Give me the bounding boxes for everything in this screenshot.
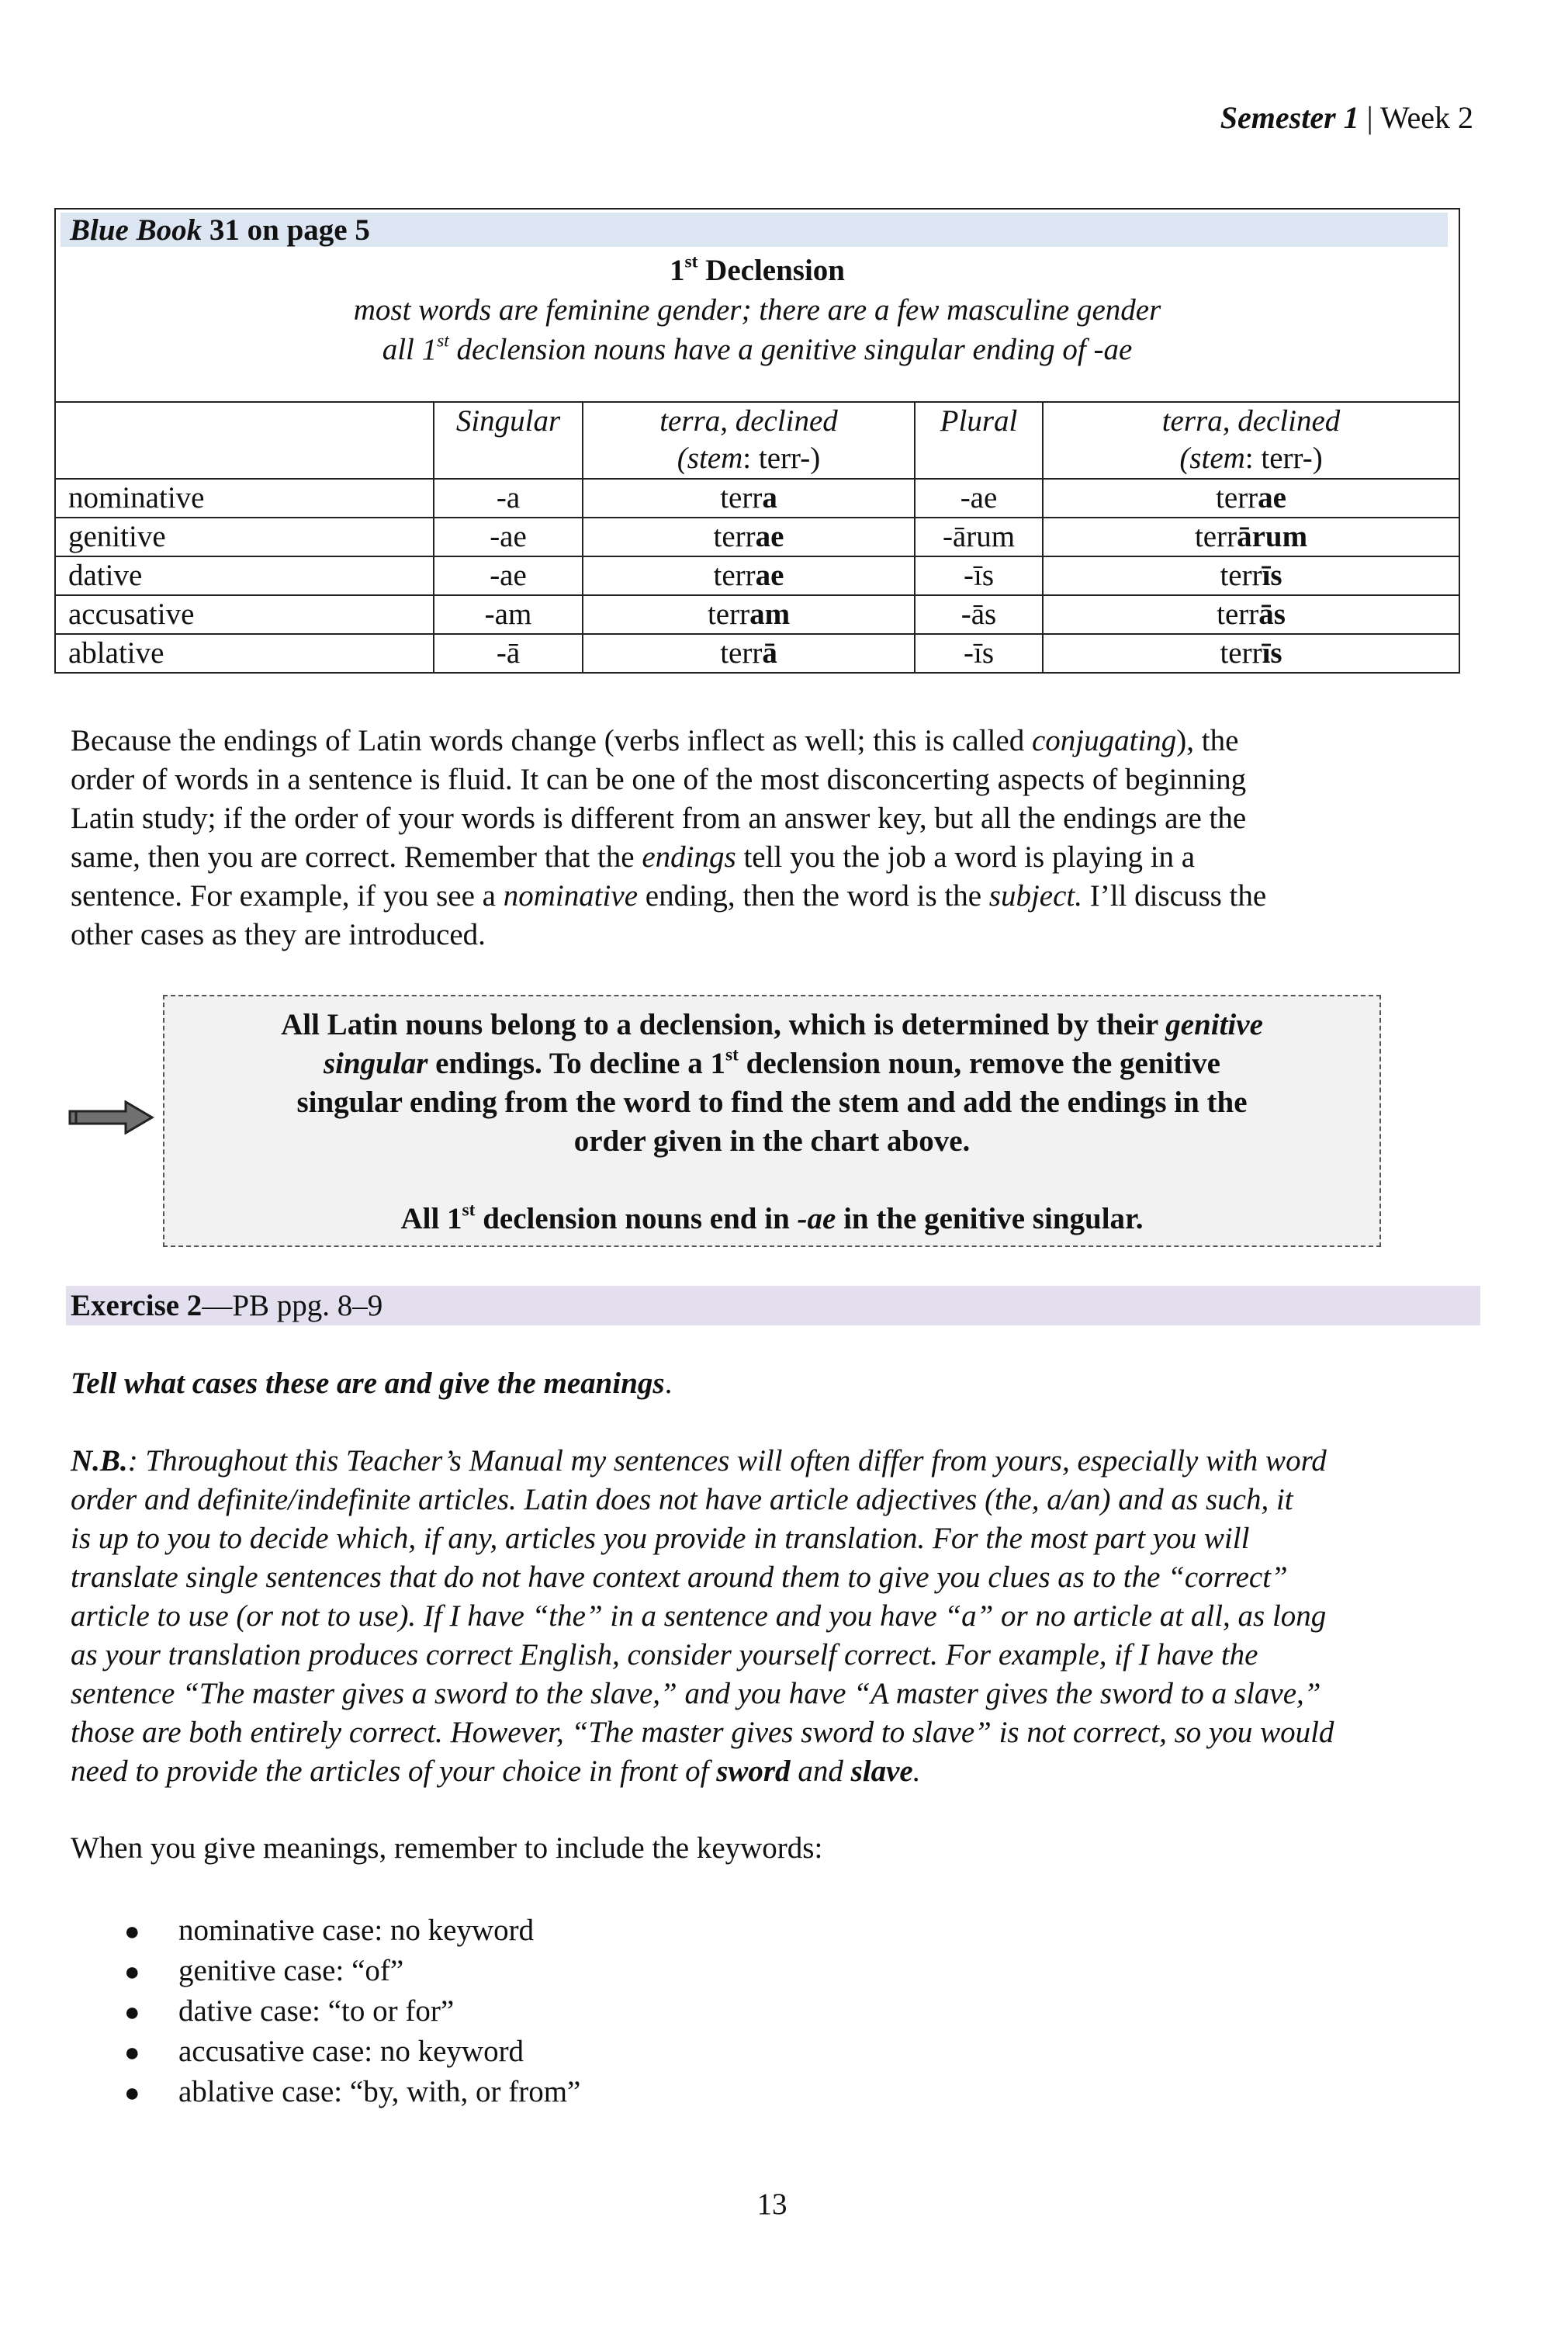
text-segment: sentence. For example, if you see a: [71, 879, 504, 913]
ending: īs: [1262, 636, 1282, 670]
text-segment: same, then you are correct. Remember that the: [71, 840, 642, 874]
note-b: declension nouns have a genitive singular ending of -ae: [448, 333, 1133, 366]
text-segment: conjugating: [1031, 724, 1177, 757]
text-segment: endings: [642, 840, 736, 874]
text-line: [71, 799, 1266, 838]
text-segment: Because the endings of Latin words change (verbs inflect as well; this is called: [71, 724, 1032, 757]
table-row: [55, 518, 1459, 556]
text-segment: singular ending from the word to find the stem and add the endings in the: [296, 1086, 1248, 1119]
hdr-line2a: (stem: [677, 442, 743, 475]
list-item-text: accusative case: no keyword: [178, 2035, 524, 2068]
text-line: [71, 1752, 1334, 1791]
text-line: [164, 1200, 1379, 1238]
list-item: [124, 1951, 580, 1991]
text-segment: order of words in a sentence is fluid. It can be one of the most disconcerting aspects of beginning: [71, 763, 1247, 796]
plural-ending: -ās: [915, 595, 1043, 634]
hdr-line2b: : terr-): [742, 442, 821, 475]
callout-box: [163, 995, 1381, 1247]
text-segment: All 1: [400, 1202, 462, 1235]
list-item: [124, 2072, 580, 2112]
hdr-line1: terra, declined: [1161, 404, 1341, 438]
hdr-line2b: : terr-): [1244, 442, 1323, 475]
case-name: ablative: [55, 634, 434, 673]
title-text: Declension: [697, 254, 845, 287]
text-segment: order and definite/indefinite articles. Latin does not have article adjectives (the, a/an) and as such, it: [71, 1483, 1293, 1516]
text-segment: those are both entirely correct. However, “The master gives sword to slave” is not correct, so you would: [71, 1716, 1334, 1749]
case-name: genitive: [55, 518, 434, 556]
text-line: [164, 1083, 1379, 1122]
text-segment: st: [462, 1200, 476, 1221]
plural-form: [1043, 518, 1459, 556]
singular-ending: -a: [434, 479, 583, 518]
text-line: [164, 1044, 1379, 1083]
ending: am: [749, 598, 791, 631]
text-segment: st: [725, 1044, 739, 1065]
text-line: [71, 916, 1266, 954]
stem: terr: [713, 520, 756, 553]
text-segment: slave: [850, 1755, 913, 1788]
hdr-line1: terra, declined: [659, 404, 838, 438]
text-line: [71, 1481, 1334, 1519]
text-segment: All Latin nouns belong to a declension, which is determined by their: [281, 1008, 1166, 1041]
exercise-title: Exercise 2: [71, 1289, 202, 1322]
stem: terr: [1217, 598, 1259, 631]
text-line: [71, 838, 1266, 877]
text-segment: and: [790, 1755, 851, 1788]
text-line: [71, 760, 1266, 799]
stem: terr: [720, 481, 763, 514]
reference-page: 31 on page 5: [202, 213, 370, 247]
text-segment: endings. To decline a 1: [427, 1047, 725, 1080]
keywords-intro: When you give meanings, remember to include the keywords:: [71, 1831, 823, 1865]
ending: ā: [762, 636, 777, 670]
plural-form: [1043, 479, 1459, 518]
plural-ending: -īs: [915, 634, 1043, 673]
text-segment: genitive: [1165, 1008, 1263, 1041]
ending: ae: [1258, 481, 1286, 514]
week-label: Week 2: [1379, 100, 1473, 135]
text-segment: order given in the chart above.: [573, 1124, 971, 1158]
text-segment: subject.: [988, 879, 1082, 913]
plural-ending: -īs: [915, 556, 1043, 595]
text-segment: nominative: [503, 879, 639, 913]
plural-ending: -ae: [915, 479, 1043, 518]
text-line: [71, 877, 1266, 916]
stem: terr: [1220, 636, 1262, 670]
title-sup: st: [684, 251, 698, 272]
table-row: [55, 595, 1459, 634]
text-segment: sword: [716, 1755, 791, 1788]
table-row: [55, 634, 1459, 673]
text-line: [71, 1442, 1334, 1481]
text-segment: translate single sentences that do not have context around them to give you clues as to the “correct”: [71, 1561, 1288, 1594]
separator: |: [1359, 100, 1380, 135]
text-segment: singular: [323, 1047, 428, 1080]
singular-form: [583, 479, 915, 518]
bullet-icon: ●: [124, 1998, 140, 2027]
stem: terr: [1194, 520, 1237, 553]
text-line: [164, 1122, 1379, 1161]
singular-ending: -am: [434, 595, 583, 634]
list-item-text: dative case: “to or for”: [178, 1994, 455, 2028]
col-header-plural: Plural: [915, 402, 1043, 479]
keyword-list: [124, 1911, 580, 2112]
text-segment: need to provide the articles of your choice in front of: [71, 1755, 717, 1788]
stem: terr: [720, 636, 763, 670]
ending: ae: [755, 559, 784, 592]
singular-ending: -ae: [434, 556, 583, 595]
ending: īs: [1262, 559, 1282, 592]
ending: a: [762, 481, 777, 514]
stem: terr: [707, 598, 750, 631]
case-name: nominative: [55, 479, 434, 518]
running-head: [1220, 99, 1473, 136]
table-header-cell: [55, 209, 1459, 402]
text-segment: Latin study; if the order of your words is different from an answer key, but all the endings are the: [71, 802, 1247, 835]
table-row: [55, 556, 1459, 595]
hdr-line2a: (stem: [1179, 442, 1245, 475]
text-line: [164, 1161, 1379, 1200]
text-segment: .: [664, 1367, 673, 1400]
ending: ās: [1258, 598, 1286, 631]
list-item: [124, 2032, 580, 2072]
ending: ae: [755, 520, 784, 553]
exercise-pages: —PB ppg. 8–9: [202, 1289, 383, 1322]
text-line: [71, 1597, 1334, 1636]
ending: ārum: [1237, 520, 1308, 553]
text-segment: other cases as they are introduced.: [71, 918, 486, 951]
bullet-icon: ●: [124, 1917, 140, 1946]
singular-ending: -ā: [434, 634, 583, 673]
text-segment: I’ll discuss the: [1082, 879, 1267, 913]
text-segment: article to use (or not to use). If I have “the” in a sentence and you have “a” or no article at all, as long: [71, 1599, 1327, 1633]
text-segment: ), the: [1176, 724, 1239, 757]
text-segment: N.B.: [71, 1444, 128, 1478]
text-line: [164, 1006, 1379, 1044]
callout-text: [164, 1006, 1379, 1238]
reference-book: Blue Book: [70, 213, 202, 247]
stem: terr: [713, 559, 756, 592]
page-number: 13: [756, 2188, 787, 2221]
text-segment: tell you the job a word is playing in a: [736, 840, 1196, 874]
text-line: [71, 722, 1266, 760]
singular-form: [583, 634, 915, 673]
declension-table: [54, 208, 1460, 674]
stem: terr: [1220, 559, 1262, 592]
nota-bene-paragraph: [71, 1442, 1334, 1791]
singular-form: [583, 556, 915, 595]
text-segment: Tell what cases these are and give the meanings: [71, 1367, 665, 1400]
text-segment: in the genitive singular.: [836, 1202, 1144, 1235]
table-note-1: most words are feminine gender; there are a few masculine gender: [353, 293, 1161, 327]
text-segment: -ae: [797, 1202, 836, 1235]
case-name: dative: [55, 556, 434, 595]
col-header-case: [55, 402, 434, 479]
table-row: [55, 479, 1459, 518]
list-item-text: ablative case: “by, with, or from”: [178, 2075, 581, 2108]
text-segment: .: [912, 1755, 921, 1788]
text-segment: sentence “The master gives a sword to the slave,” and you have “A master gives the sword to a slave,”: [71, 1677, 1321, 1710]
explanation-paragraph: [71, 722, 1266, 954]
text-segment: declension noun, remove the genitive: [738, 1047, 1220, 1080]
plural-form: [1043, 595, 1459, 634]
singular-ending: -ae: [434, 518, 583, 556]
column-header-row: [55, 402, 1459, 479]
bullet-icon: ●: [124, 1958, 140, 1987]
table-title: [56, 251, 1459, 290]
list-item: [124, 1911, 580, 1951]
singular-form: [583, 595, 915, 634]
table-note-2: [56, 330, 1459, 369]
plural-ending: -ārum: [915, 518, 1043, 556]
semester-label: Semester 1: [1220, 100, 1359, 135]
text-segment: declension nouns end in: [475, 1202, 798, 1235]
arrow-right-icon: [68, 1100, 155, 1142]
text-line: [71, 1519, 1334, 1558]
text-segment: ending, then the word is the: [638, 879, 989, 913]
text-line: [71, 1713, 1334, 1752]
bullet-icon: ●: [124, 2079, 140, 2108]
col-header-plural-declined: [1043, 402, 1459, 479]
title-number: 1: [670, 254, 685, 287]
list-item-text: genitive case: “of”: [178, 1954, 404, 1987]
text-line: [71, 1364, 672, 1403]
text-segment: as your translation produces correct English, consider yourself correct. For example, if I have the: [71, 1638, 1258, 1672]
note-sup: st: [437, 331, 449, 352]
list-item: [124, 1991, 580, 2032]
singular-form: [583, 518, 915, 556]
exercise-instruction: [71, 1364, 672, 1403]
stem: terr: [1216, 481, 1258, 514]
plural-form: [1043, 634, 1459, 673]
case-name: accusative: [55, 595, 434, 634]
bullet-icon: ●: [124, 2039, 140, 2067]
text-segment: is up to you to decide which, if any, articles you provide in translation. For the most part you will: [71, 1522, 1250, 1555]
exercise-heading: [66, 1286, 1480, 1325]
col-header-singular-declined: [583, 402, 915, 479]
text-line: [71, 1636, 1334, 1675]
table-reference-band: [61, 213, 1448, 247]
plural-form: [1043, 556, 1459, 595]
text-line: [71, 1675, 1334, 1713]
list-item-text: nominative case: no keyword: [178, 1914, 535, 1947]
note-a: all 1: [382, 333, 438, 366]
text-line: [71, 1558, 1334, 1597]
text-segment: : Throughout this Teacher’s Manual my sentences will often differ from yours, especially with word: [127, 1444, 1327, 1478]
col-header-singular: Singular: [434, 402, 583, 479]
